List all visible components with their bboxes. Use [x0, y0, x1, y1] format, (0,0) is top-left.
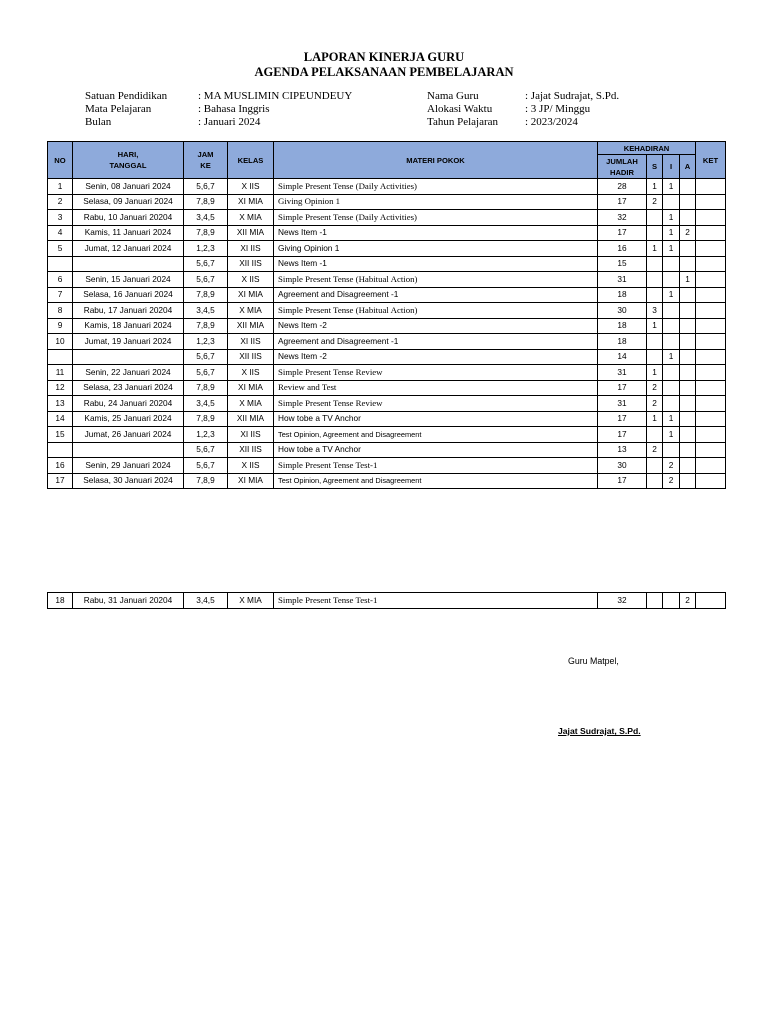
table-row — [48, 241, 726, 257]
cell-hadir: 17 — [598, 473, 647, 489]
cell-hadir: 32 — [598, 593, 647, 609]
table-row — [48, 365, 726, 381]
cell-i — [663, 303, 680, 319]
cell-materi: Test Opinion, Agreement and Disagreement — [274, 473, 598, 489]
cell-hadir: 18 — [598, 287, 647, 303]
cell-hadir: 30 — [598, 303, 647, 319]
cell-i: 1 — [663, 427, 680, 443]
cell-a — [680, 365, 696, 381]
cell-ket — [696, 380, 726, 396]
cell-ket — [696, 593, 726, 609]
cell-i: 2 — [663, 473, 680, 489]
cell-jam: 5,6,7 — [184, 272, 228, 288]
cell-kelas: XI MIA — [228, 473, 274, 489]
cell-s — [647, 256, 663, 272]
cell-a — [680, 210, 696, 226]
cell-s — [647, 272, 663, 288]
cell-hadir: 30 — [598, 458, 647, 474]
table-row — [48, 458, 726, 474]
report-table-continued — [47, 592, 726, 609]
cell-hadir: 31 — [598, 365, 647, 381]
cell-no: 2 — [48, 194, 73, 210]
cell-s — [647, 334, 663, 350]
cell-a: 1 — [680, 272, 696, 288]
cell-s: 2 — [647, 194, 663, 210]
cell-jam: 7,8,9 — [184, 411, 228, 427]
cell-a — [680, 380, 696, 396]
cell-ket — [696, 179, 726, 195]
table-row — [48, 380, 726, 396]
cell-jam: 1,2,3 — [184, 427, 228, 443]
cell-jam: 5,6,7 — [184, 442, 228, 458]
cell-materi: Test Opinion, Agreement and Disagreement — [274, 427, 598, 443]
cell-i: 1 — [663, 241, 680, 257]
cell-ket — [696, 256, 726, 272]
meta-label: Nama Guru — [427, 90, 479, 102]
cell-no — [48, 442, 73, 458]
cell-no: 11 — [48, 365, 73, 381]
cell-jam: 7,8,9 — [184, 225, 228, 241]
col-header-jumlah-line1: JUMLAH — [606, 156, 638, 166]
cell-materi: Agreement and Disagreement -1 — [274, 334, 598, 350]
cell-kelas: X IIS — [228, 272, 274, 288]
cell-tanggal: Kamis, 11 Januari 2024 — [73, 225, 184, 241]
cell-tanggal — [73, 256, 184, 272]
cell-tanggal: Selasa, 16 Januari 2024 — [73, 287, 184, 303]
cell-materi: Simple Present Tense (Habitual Action) — [274, 303, 598, 319]
cell-materi: News Item -1 — [274, 225, 598, 241]
cell-kelas: X IIS — [228, 365, 274, 381]
cell-a — [680, 349, 696, 365]
col-header-jam-line2: KE — [200, 161, 211, 170]
col-header-jumlah-line2: HADIR — [609, 167, 635, 177]
table-row — [48, 194, 726, 210]
cell-hadir: 17 — [598, 411, 647, 427]
cell-jam: 7,8,9 — [184, 318, 228, 334]
cell-hadir: 17 — [598, 225, 647, 241]
cell-ket — [696, 210, 726, 226]
cell-no: 8 — [48, 303, 73, 319]
cell-kelas: XII MIA — [228, 318, 274, 334]
col-header-jam — [184, 142, 228, 179]
cell-jam: 5,6,7 — [184, 365, 228, 381]
cell-s — [647, 473, 663, 489]
cell-tanggal: Jumat, 19 Januari 2024 — [73, 334, 184, 350]
cell-ket — [696, 241, 726, 257]
cell-jam: 3,4,5 — [184, 396, 228, 412]
cell-a — [680, 458, 696, 474]
cell-i — [663, 194, 680, 210]
cell-hadir: 14 — [598, 349, 647, 365]
cell-jam: 7,8,9 — [184, 287, 228, 303]
meta-label: Bulan — [85, 116, 112, 128]
cell-jam: 3,4,5 — [184, 210, 228, 226]
cell-jam: 7,8,9 — [184, 380, 228, 396]
cell-materi: How tobe a TV Anchor — [274, 411, 598, 427]
cell-i: 1 — [663, 179, 680, 195]
col-header-materi: MATERI POKOK — [274, 142, 598, 179]
cell-a — [680, 256, 696, 272]
cell-hadir: 32 — [598, 210, 647, 226]
report-table-body — [48, 179, 726, 489]
cell-materi: News Item -2 — [274, 349, 598, 365]
cell-a: 2 — [680, 593, 696, 609]
col-header-tanggal-line2: TANGGAL — [109, 161, 147, 170]
cell-kelas: XI IIS — [228, 427, 274, 443]
report-table — [47, 141, 726, 489]
cell-a — [680, 334, 696, 350]
cell-a — [680, 473, 696, 489]
cell-no: 17 — [48, 473, 73, 489]
signature-name: Jajat Sudrajat, S.Pd. — [558, 726, 641, 736]
cell-ket — [696, 303, 726, 319]
cell-kelas: XI IIS — [228, 334, 274, 350]
cell-materi: Review and Test — [274, 380, 598, 396]
table-row — [48, 303, 726, 319]
cell-ket — [696, 396, 726, 412]
col-header-tanggal-line1: HARI, — [117, 150, 139, 159]
cell-jam: 5,6,7 — [184, 349, 228, 365]
cell-tanggal: Kamis, 18 Januari 2024 — [73, 318, 184, 334]
cell-hadir: 31 — [598, 396, 647, 412]
cell-s: 3 — [647, 303, 663, 319]
cell-ket — [696, 287, 726, 303]
col-header-a: A — [680, 155, 696, 179]
cell-kelas: XI IIS — [228, 241, 274, 257]
table-row — [48, 411, 726, 427]
cell-no — [48, 349, 73, 365]
col-header-kehadiran: KEHADIRAN — [598, 142, 696, 155]
cell-hadir: 18 — [598, 334, 647, 350]
cell-s — [647, 593, 663, 609]
cell-no: 6 — [48, 272, 73, 288]
cell-tanggal: Senin, 22 Januari 2024 — [73, 365, 184, 381]
cell-jam: 5,6,7 — [184, 179, 228, 195]
cell-tanggal: Rabu, 24 Januari 20204 — [73, 396, 184, 412]
cell-i: 1 — [663, 225, 680, 241]
cell-kelas: X MIA — [228, 593, 274, 609]
cell-jam: 1,2,3 — [184, 334, 228, 350]
cell-s: 1 — [647, 179, 663, 195]
cell-kelas: XII MIA — [228, 411, 274, 427]
cell-materi: News Item -2 — [274, 318, 598, 334]
cell-i — [663, 365, 680, 381]
cell-kelas: XI MIA — [228, 287, 274, 303]
cell-s: 1 — [647, 365, 663, 381]
cell-ket — [696, 272, 726, 288]
cell-ket — [696, 427, 726, 443]
cell-tanggal: Selasa, 23 Januari 2024 — [73, 380, 184, 396]
cell-ket — [696, 411, 726, 427]
cell-ket — [696, 334, 726, 350]
cell-materi: Simple Present Tense Test-1 — [274, 593, 598, 609]
meta-value: : 3 JP/ Minggu — [525, 103, 591, 115]
table-row — [48, 442, 726, 458]
cell-kelas: X MIA — [228, 303, 274, 319]
cell-no: 10 — [48, 334, 73, 350]
cell-materi: Agreement and Disagreement -1 — [274, 287, 598, 303]
cell-a — [680, 303, 696, 319]
table-row — [48, 473, 726, 489]
cell-tanggal: Senin, 29 Januari 2024 — [73, 458, 184, 474]
cell-tanggal: Selasa, 09 Januari 2024 — [73, 194, 184, 210]
cell-a — [680, 427, 696, 443]
cell-i: 1 — [663, 287, 680, 303]
table-row — [48, 396, 726, 412]
cell-i — [663, 334, 680, 350]
cell-s: 1 — [647, 318, 663, 334]
report-subtitle: AGENDA PELAKSANAAN PEMBELAJARAN — [254, 65, 514, 79]
cell-jam: 3,4,5 — [184, 593, 228, 609]
cell-s: 1 — [647, 411, 663, 427]
cell-i — [663, 272, 680, 288]
cell-s: 2 — [647, 442, 663, 458]
cell-ket — [696, 365, 726, 381]
cell-a — [680, 241, 696, 257]
cell-hadir: 28 — [598, 179, 647, 195]
cell-hadir: 15 — [598, 256, 647, 272]
cell-tanggal: Rabu, 17 Januari 20204 — [73, 303, 184, 319]
cell-i: 1 — [663, 210, 680, 226]
cell-materi: How tobe a TV Anchor — [274, 442, 598, 458]
cell-jam: 5,6,7 — [184, 458, 228, 474]
cell-no: 3 — [48, 210, 73, 226]
cell-no: 14 — [48, 411, 73, 427]
meta-value: : Januari 2024 — [198, 116, 261, 128]
table-row — [48, 318, 726, 334]
cell-hadir: 16 — [598, 241, 647, 257]
cell-jam: 7,8,9 — [184, 473, 228, 489]
cell-a — [680, 442, 696, 458]
cell-i — [663, 593, 680, 609]
cell-no: 5 — [48, 241, 73, 257]
table-row — [48, 210, 726, 226]
cell-a — [680, 179, 696, 195]
cell-hadir: 17 — [598, 380, 647, 396]
table-row — [48, 287, 726, 303]
cell-materi: News Item -1 — [274, 256, 598, 272]
cell-hadir: 13 — [598, 442, 647, 458]
cell-i — [663, 256, 680, 272]
cell-jam: 7,8,9 — [184, 194, 228, 210]
cell-hadir: 18 — [598, 318, 647, 334]
cell-no: 15 — [48, 427, 73, 443]
cell-i — [663, 318, 680, 334]
cell-ket — [696, 458, 726, 474]
cell-s — [647, 225, 663, 241]
meta-label: Mata Pelajaran — [85, 103, 152, 115]
cell-materi: Simple Present Tense Test-1 — [274, 458, 598, 474]
cell-ket — [696, 473, 726, 489]
meta-label: Alokasi Waktu — [427, 103, 493, 115]
cell-hadir: 31 — [598, 272, 647, 288]
cell-kelas: XII IIS — [228, 256, 274, 272]
cell-kelas: XII IIS — [228, 442, 274, 458]
cell-no: 12 — [48, 380, 73, 396]
cell-s — [647, 458, 663, 474]
cell-i — [663, 396, 680, 412]
cell-i: 2 — [663, 458, 680, 474]
col-header-i: I — [663, 155, 680, 179]
cell-ket — [696, 225, 726, 241]
cell-tanggal: Rabu, 10 Januari 20204 — [73, 210, 184, 226]
cell-ket — [696, 442, 726, 458]
cell-tanggal: Jumat, 12 Januari 2024 — [73, 241, 184, 257]
cell-a — [680, 318, 696, 334]
col-header-s: S — [647, 155, 663, 179]
meta-label: Tahun Pelajaran — [427, 116, 499, 128]
cell-no: 1 — [48, 179, 73, 195]
cell-kelas: X IIS — [228, 458, 274, 474]
cell-no: 4 — [48, 225, 73, 241]
cell-tanggal — [73, 442, 184, 458]
cell-tanggal: Senin, 08 Januari 2024 — [73, 179, 184, 195]
cell-no — [48, 256, 73, 272]
cell-kelas: X IIS — [228, 179, 274, 195]
cell-no: 9 — [48, 318, 73, 334]
cell-materi: Simple Present Tense (Daily Activities) — [274, 179, 598, 195]
cell-s — [647, 287, 663, 303]
table-row — [48, 334, 726, 350]
cell-no: 18 — [48, 593, 73, 609]
cell-a — [680, 396, 696, 412]
cell-kelas: XII MIA — [228, 225, 274, 241]
col-header-ket: KET — [696, 142, 726, 179]
cell-tanggal: Jumat, 26 Januari 2024 — [73, 427, 184, 443]
report-table-continued-body — [48, 593, 726, 609]
cell-tanggal: Selasa, 30 Januari 2024 — [73, 473, 184, 489]
cell-materi: Simple Present Tense Review — [274, 396, 598, 412]
cell-materi: Simple Present Tense (Habitual Action) — [274, 272, 598, 288]
cell-ket — [696, 194, 726, 210]
meta-label: Satuan Pendidikan — [85, 90, 168, 102]
table-row — [48, 272, 726, 288]
cell-tanggal: Rabu, 31 Januari 20204 — [73, 593, 184, 609]
cell-jam: 3,4,5 — [184, 303, 228, 319]
meta-value: : Jajat Sudrajat, S.Pd. — [525, 90, 620, 102]
cell-s — [647, 349, 663, 365]
cell-s: 2 — [647, 380, 663, 396]
cell-hadir: 17 — [598, 194, 647, 210]
cell-materi: Giving Opinion 1 — [274, 194, 598, 210]
cell-s: 1 — [647, 241, 663, 257]
meta-value: : MA MUSLIMIN CIPEUNDEUY — [198, 90, 353, 102]
signature-role: Guru Matpel, — [568, 656, 619, 666]
table-row — [48, 427, 726, 443]
cell-no: 16 — [48, 458, 73, 474]
col-header-jam-line1: JAM — [197, 150, 214, 159]
cell-materi: Simple Present Tense Review — [274, 365, 598, 381]
cell-hadir: 17 — [598, 427, 647, 443]
table-row — [48, 256, 726, 272]
col-header-tanggal — [73, 142, 184, 179]
cell-i: 1 — [663, 349, 680, 365]
table-row — [48, 179, 726, 195]
cell-tanggal: Kamis, 25 Januari 2024 — [73, 411, 184, 427]
cell-materi: Simple Present Tense (Daily Activities) — [274, 210, 598, 226]
cell-no: 13 — [48, 396, 73, 412]
cell-materi: Giving Opinion 1 — [274, 241, 598, 257]
cell-jam: 1,2,3 — [184, 241, 228, 257]
cell-tanggal: Senin, 15 Januari 2024 — [73, 272, 184, 288]
cell-i: 1 — [663, 411, 680, 427]
cell-i — [663, 442, 680, 458]
cell-kelas: XI MIA — [228, 194, 274, 210]
table-row — [48, 593, 726, 609]
col-header-kelas: KELAS — [228, 142, 274, 179]
cell-ket — [696, 318, 726, 334]
table-row — [48, 225, 726, 241]
cell-i — [663, 380, 680, 396]
cell-kelas: XI MIA — [228, 380, 274, 396]
cell-a — [680, 194, 696, 210]
cell-tanggal — [73, 349, 184, 365]
cell-ket — [696, 349, 726, 365]
cell-kelas: X MIA — [228, 396, 274, 412]
col-header-no: NO — [48, 142, 73, 179]
cell-a — [680, 411, 696, 427]
cell-no: 7 — [48, 287, 73, 303]
meta-value: : 2023/2024 — [525, 116, 578, 128]
cell-kelas: X MIA — [228, 210, 274, 226]
meta-value: : Bahasa Inggris — [198, 103, 270, 115]
cell-s — [647, 210, 663, 226]
cell-a — [680, 287, 696, 303]
cell-a: 2 — [680, 225, 696, 241]
cell-kelas: XII IIS — [228, 349, 274, 365]
report-title: LAPORAN KINERJA GURU — [303, 50, 465, 64]
col-header-jumlah-hadir — [598, 155, 647, 179]
cell-s — [647, 427, 663, 443]
cell-s: 2 — [647, 396, 663, 412]
cell-jam: 5,6,7 — [184, 256, 228, 272]
table-row — [48, 349, 726, 365]
